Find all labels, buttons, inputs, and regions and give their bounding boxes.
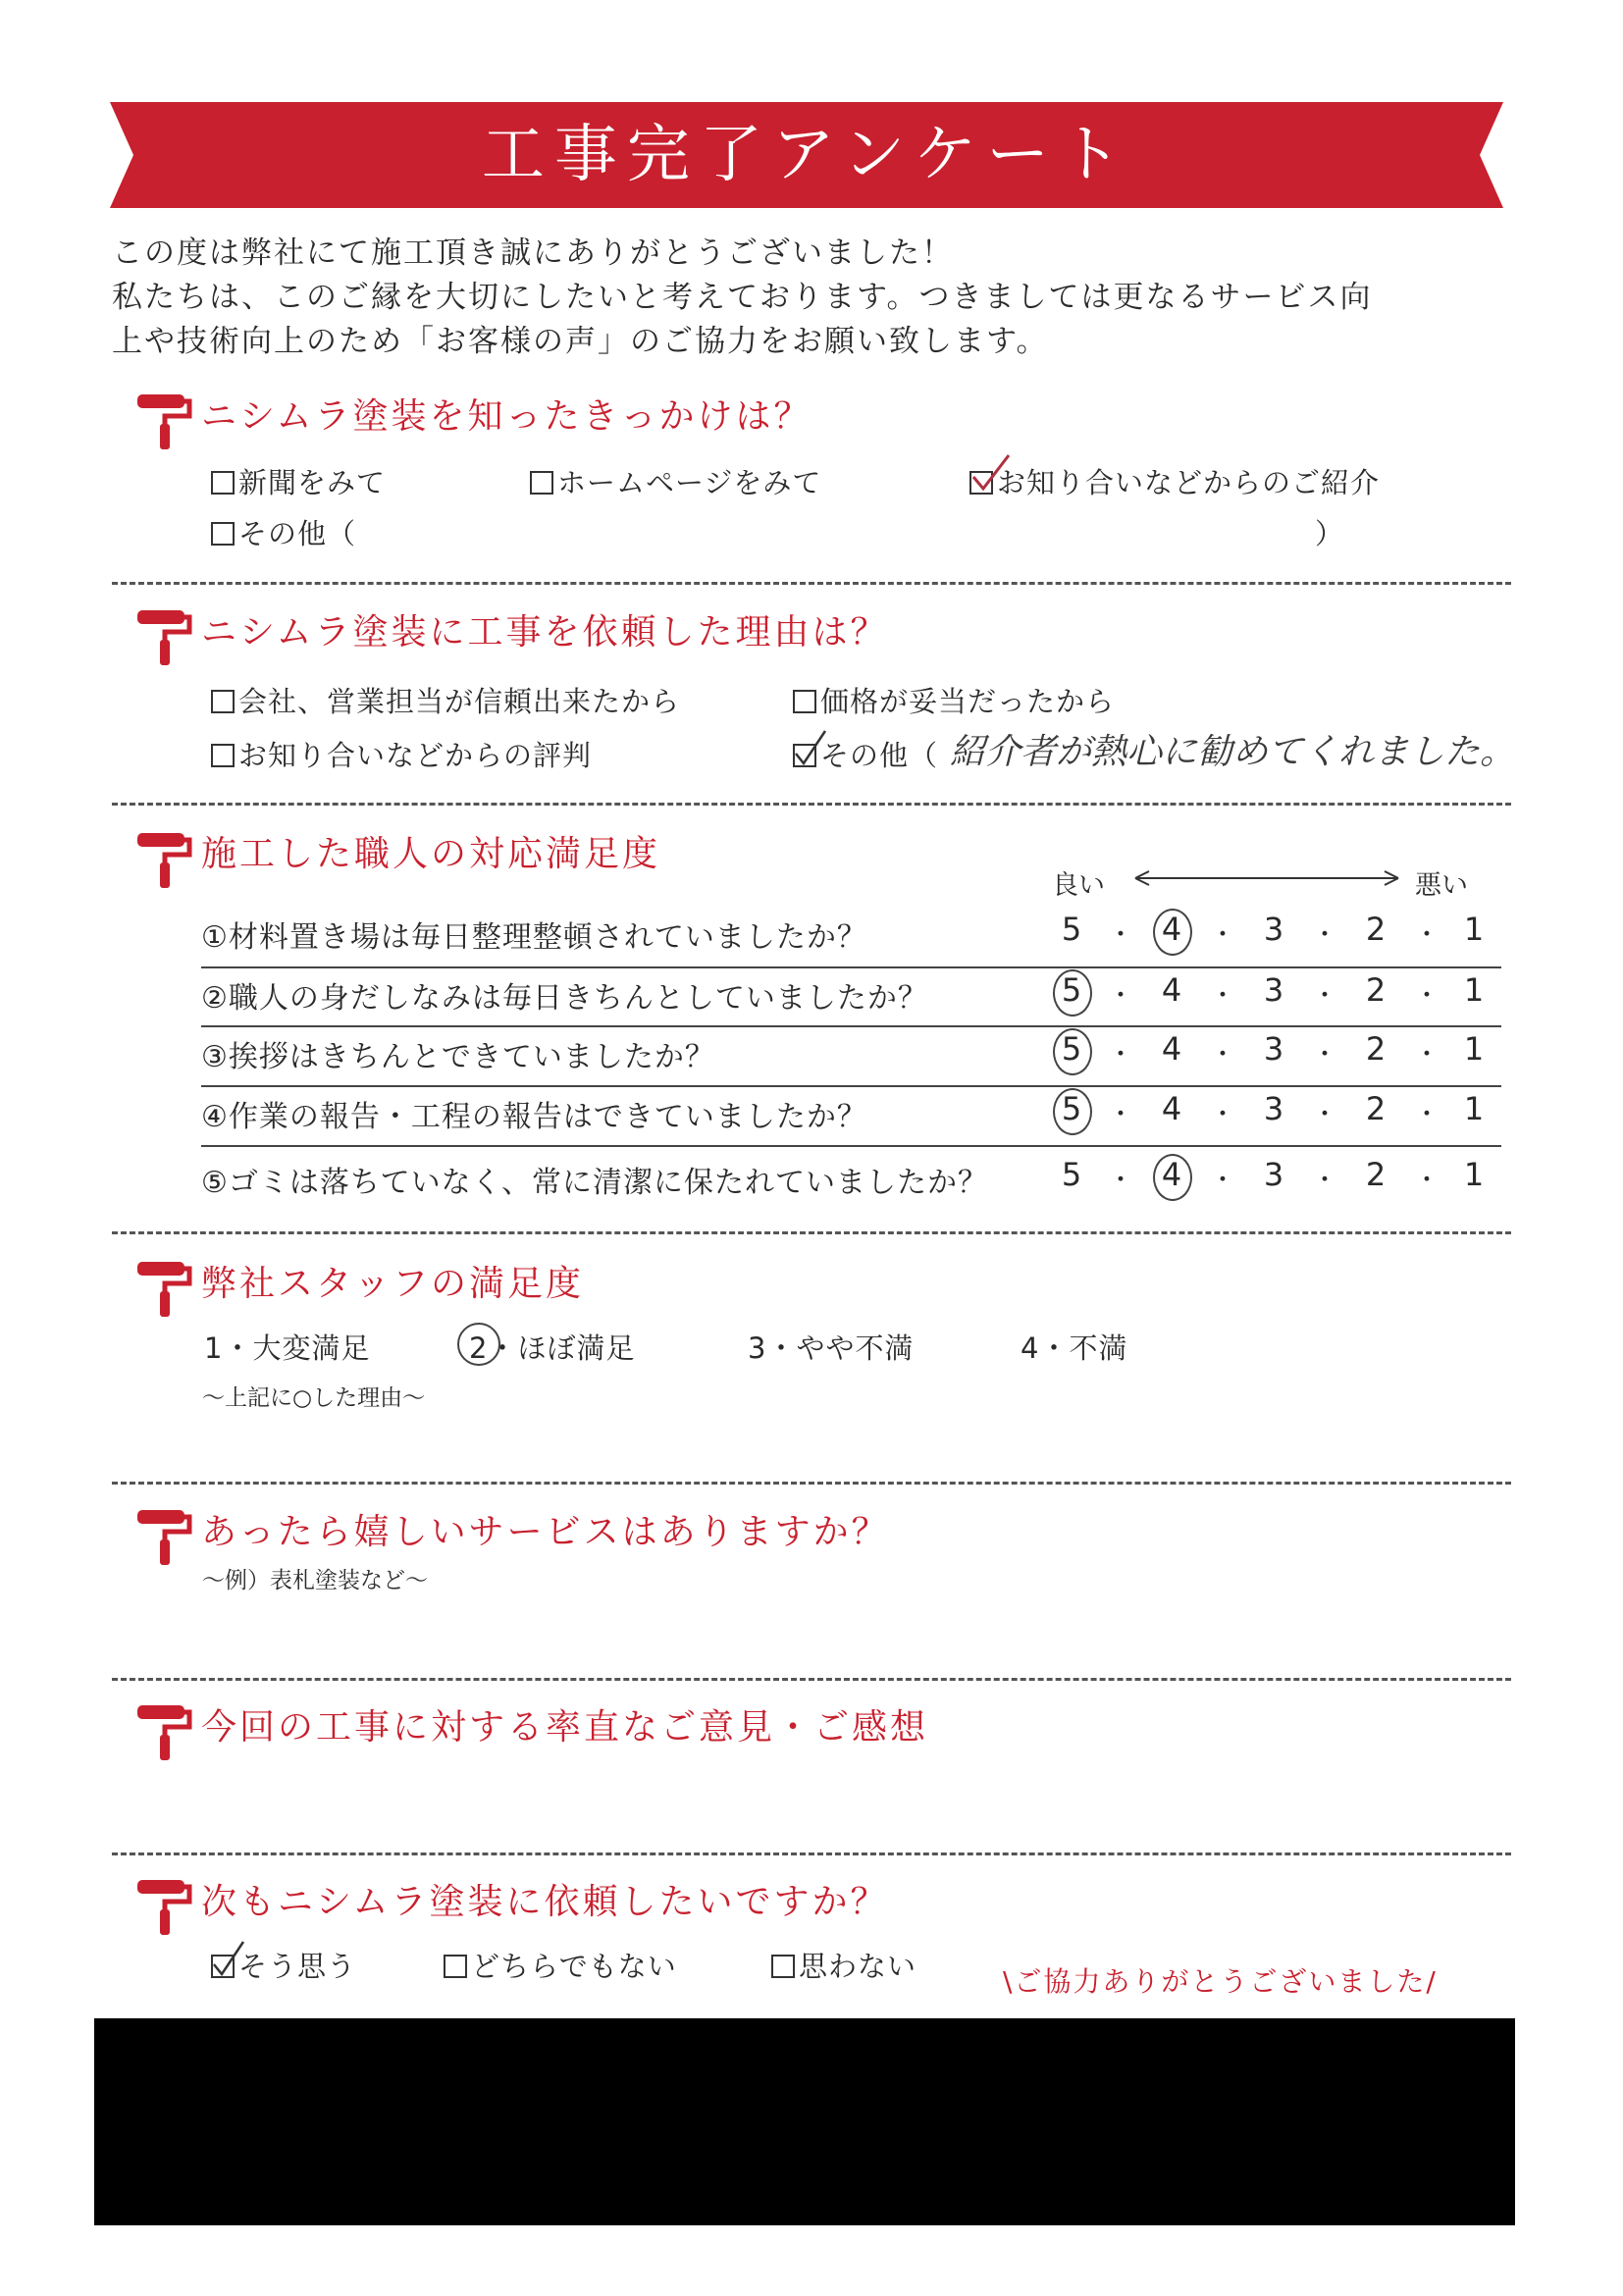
rating-option[interactable]: 4 bbox=[1161, 971, 1182, 1009]
rating-option[interactable]: 3 bbox=[1263, 971, 1284, 1009]
rating-option[interactable]: 3 bbox=[1263, 1090, 1284, 1127]
selected-circle-mark bbox=[1053, 969, 1092, 1017]
scale-bad-label: 悪い bbox=[1415, 870, 1468, 901]
row-divider bbox=[201, 966, 1501, 968]
option-label: どちらでもない bbox=[471, 1950, 677, 1983]
section-divider bbox=[112, 582, 1511, 585]
paint-roller-icon bbox=[135, 829, 192, 890]
rating-question: ③挨拶はきちんとできていましたか？ bbox=[201, 1040, 715, 1074]
scale-separator: ・ bbox=[1209, 1166, 1235, 1195]
section-divider bbox=[112, 1678, 1511, 1681]
checkbox-checked[interactable] bbox=[969, 471, 993, 495]
rating-option[interactable]: 3 bbox=[1263, 1030, 1284, 1068]
checkbox[interactable] bbox=[211, 471, 235, 495]
paint-roller-icon bbox=[135, 391, 192, 451]
q7-option-neutral[interactable] bbox=[444, 1945, 677, 1985]
option-label: ホームページをみて bbox=[557, 466, 822, 499]
option-label: お知り合いなどからのご紹介 bbox=[997, 466, 1381, 499]
q6-title: 今回の工事に対する率直なご意見・ご感想 bbox=[201, 1707, 929, 1748]
check-mark-icon bbox=[793, 728, 828, 767]
intro-line-2: 私たちは、このご縁を大切にしたいと考えております。つきましては更なるサービス向 bbox=[112, 280, 1373, 315]
row-divider bbox=[201, 1085, 1501, 1087]
q4-option-4[interactable]: 4・不満 bbox=[1021, 1331, 1128, 1365]
rating-option[interactable]: 2 bbox=[1365, 1090, 1387, 1127]
checkbox-checked[interactable] bbox=[211, 1955, 235, 1978]
scale-separator: ・ bbox=[1107, 1100, 1133, 1129]
scale-separator: ・ bbox=[1209, 1100, 1235, 1129]
rating-question: ①材料置き場は毎日整理整頓されていましたか？ bbox=[201, 920, 867, 955]
q2-option-price[interactable] bbox=[793, 680, 1115, 720]
checkbox[interactable] bbox=[771, 1955, 795, 1978]
q4-option-1[interactable]: 1・大変満足 bbox=[204, 1331, 371, 1365]
q4-option-2[interactable]: 2・ほぼ満足 bbox=[469, 1331, 636, 1365]
checkbox[interactable] bbox=[793, 690, 816, 713]
q7-option-no[interactable] bbox=[771, 1945, 916, 1985]
q5-example: ～例）表札塗装など～ bbox=[202, 1568, 428, 1593]
rating-option[interactable]: 2 bbox=[1365, 911, 1387, 948]
checkbox[interactable] bbox=[211, 522, 235, 546]
q7-option-yes[interactable] bbox=[211, 1945, 356, 1985]
q2-option-trust[interactable] bbox=[211, 680, 680, 720]
scale-separator: ・ bbox=[1311, 920, 1337, 950]
paint-roller-icon bbox=[135, 1506, 192, 1567]
selected-circle-mark bbox=[1153, 1154, 1192, 1201]
rating-option[interactable]: 1 bbox=[1463, 911, 1485, 948]
rating-option[interactable]: 2 bbox=[1365, 1156, 1387, 1193]
checkbox[interactable] bbox=[444, 1955, 467, 1978]
scale-separator: ・ bbox=[1413, 1166, 1440, 1195]
q1-option-other[interactable] bbox=[211, 512, 356, 552]
section-divider bbox=[112, 1482, 1511, 1485]
scale-separator: ・ bbox=[1107, 1040, 1133, 1070]
scale-separator: ・ bbox=[1413, 1100, 1440, 1129]
rating-option[interactable]: 4 bbox=[1161, 911, 1182, 948]
scale-separator: ・ bbox=[1209, 1040, 1235, 1070]
option-label: そう思う bbox=[238, 1950, 357, 1983]
selected-circle-mark bbox=[457, 1323, 500, 1366]
scale-separator: ・ bbox=[1209, 920, 1235, 950]
paint-roller-icon bbox=[135, 1876, 192, 1937]
q2-handwritten-answer: 紹介者が熱心に勧めてくれました。 bbox=[950, 732, 1516, 772]
q4-reason-label: ～上記に○した理由～ bbox=[202, 1385, 426, 1411]
intro-line-3: 上や技術向上のため「お客様の声」のご協力をお願い致します。 bbox=[112, 324, 1049, 359]
scale-separator: ・ bbox=[1107, 1166, 1133, 1195]
q1-option-homepage[interactable] bbox=[530, 461, 821, 501]
paint-roller-icon bbox=[135, 606, 192, 667]
option-label: その他（ bbox=[820, 739, 939, 772]
rating-option[interactable]: 1 bbox=[1463, 1090, 1485, 1127]
q4-option-3[interactable]: 3・やや不満 bbox=[748, 1331, 915, 1365]
option-label: 会社、営業担当が信頼出来たから bbox=[238, 685, 681, 718]
paint-roller-icon bbox=[135, 1701, 192, 1762]
rating-option[interactable]: 2 bbox=[1365, 971, 1387, 1009]
rating-option[interactable]: 5 bbox=[1061, 971, 1082, 1009]
q1-option-newspaper[interactable] bbox=[211, 461, 386, 501]
scale-separator: ・ bbox=[1311, 981, 1337, 1011]
row-divider bbox=[201, 1145, 1501, 1147]
scale-separator: ・ bbox=[1107, 981, 1133, 1011]
rating-option[interactable]: 3 bbox=[1263, 1156, 1284, 1193]
option-label: 新聞をみて bbox=[238, 466, 387, 499]
rating-option[interactable]: 5 bbox=[1061, 1156, 1082, 1193]
q2-title: ニシムラ塗装に工事を依頼した理由は？ bbox=[201, 612, 889, 652]
section-divider bbox=[112, 1231, 1511, 1234]
row-divider bbox=[201, 1025, 1501, 1027]
q1-other-close: ） bbox=[1315, 517, 1345, 550]
rating-option[interactable]: 2 bbox=[1365, 1030, 1387, 1068]
check-mark-icon bbox=[211, 1939, 246, 1978]
checkbox-checked[interactable] bbox=[793, 744, 816, 767]
double-arrow-icon bbox=[1133, 867, 1400, 889]
thanks-message: \ご協力ありがとうございました/ bbox=[1003, 1965, 1438, 1998]
page-title: 工事完了アンケート bbox=[481, 119, 1132, 191]
q2-option-other[interactable] bbox=[793, 734, 938, 774]
selected-circle-mark bbox=[1153, 909, 1192, 956]
rating-option[interactable]: 1 bbox=[1463, 1030, 1485, 1068]
scale-separator: ・ bbox=[1413, 981, 1440, 1011]
rating-option[interactable]: 5 bbox=[1061, 1090, 1082, 1127]
check-mark-icon bbox=[969, 451, 1013, 495]
option-label: その他（ bbox=[238, 517, 357, 550]
rating-option[interactable]: 1 bbox=[1463, 971, 1485, 1009]
q3-title: 施工した職人の対応満足度 bbox=[201, 834, 661, 874]
option-label: 価格が妥当だったから bbox=[820, 685, 1116, 718]
rating-question: ⑤ゴミは落ちていなく、常に清潔に保たれていましたか？ bbox=[201, 1166, 988, 1200]
option-label: 思わない bbox=[799, 1950, 917, 1983]
option-label: お知り合いなどからの評判 bbox=[238, 739, 593, 772]
scale-good-label: 良い bbox=[1052, 870, 1105, 901]
selected-circle-mark bbox=[1053, 1088, 1092, 1135]
rating-question: ④作業の報告・工程の報告はできていましたか？ bbox=[201, 1100, 867, 1134]
section-divider bbox=[112, 803, 1511, 806]
section-divider bbox=[112, 1852, 1511, 1855]
q1-option-referral[interactable] bbox=[969, 461, 1380, 501]
intro-line-1: この度は弊社にて施工頂き誠にありがとうございました！ bbox=[112, 235, 954, 271]
scale-separator: ・ bbox=[1209, 981, 1235, 1011]
rating-option[interactable]: 3 bbox=[1263, 911, 1284, 948]
checkbox[interactable] bbox=[211, 744, 235, 767]
q1-title: ニシムラ塗装を知ったきっかけは？ bbox=[201, 396, 812, 437]
rating-option[interactable]: 5 bbox=[1061, 1030, 1082, 1068]
scale-separator: ・ bbox=[1311, 1100, 1337, 1129]
rating-option[interactable]: 5 bbox=[1061, 911, 1082, 948]
rating-option[interactable]: 1 bbox=[1463, 1156, 1485, 1193]
scale-separator: ・ bbox=[1311, 1040, 1337, 1070]
q7-title: 次もニシムラ塗装に依頼したいですか？ bbox=[201, 1882, 889, 1922]
scale-separator: ・ bbox=[1311, 1166, 1337, 1195]
rating-option[interactable]: 4 bbox=[1161, 1030, 1182, 1068]
selected-circle-mark bbox=[1053, 1028, 1092, 1075]
q4-title: 弊社スタッフの満足度 bbox=[201, 1264, 585, 1304]
rating-question: ②職人の身だしなみは毎日きちんとしていましたか？ bbox=[201, 981, 928, 1016]
q2-option-reputation[interactable] bbox=[211, 734, 592, 774]
rating-option[interactable]: 4 bbox=[1161, 1090, 1182, 1127]
scale-separator: ・ bbox=[1107, 920, 1133, 950]
redacted-area bbox=[94, 2018, 1515, 2225]
paint-roller-icon bbox=[135, 1258, 192, 1319]
checkbox[interactable] bbox=[211, 690, 235, 713]
rating-option[interactable]: 4 bbox=[1161, 1156, 1182, 1193]
scale-separator: ・ bbox=[1413, 920, 1440, 950]
scale-separator: ・ bbox=[1413, 1040, 1440, 1070]
q5-title: あったら嬉しいサービスはありますか？ bbox=[201, 1512, 890, 1552]
checkbox[interactable] bbox=[530, 471, 553, 495]
